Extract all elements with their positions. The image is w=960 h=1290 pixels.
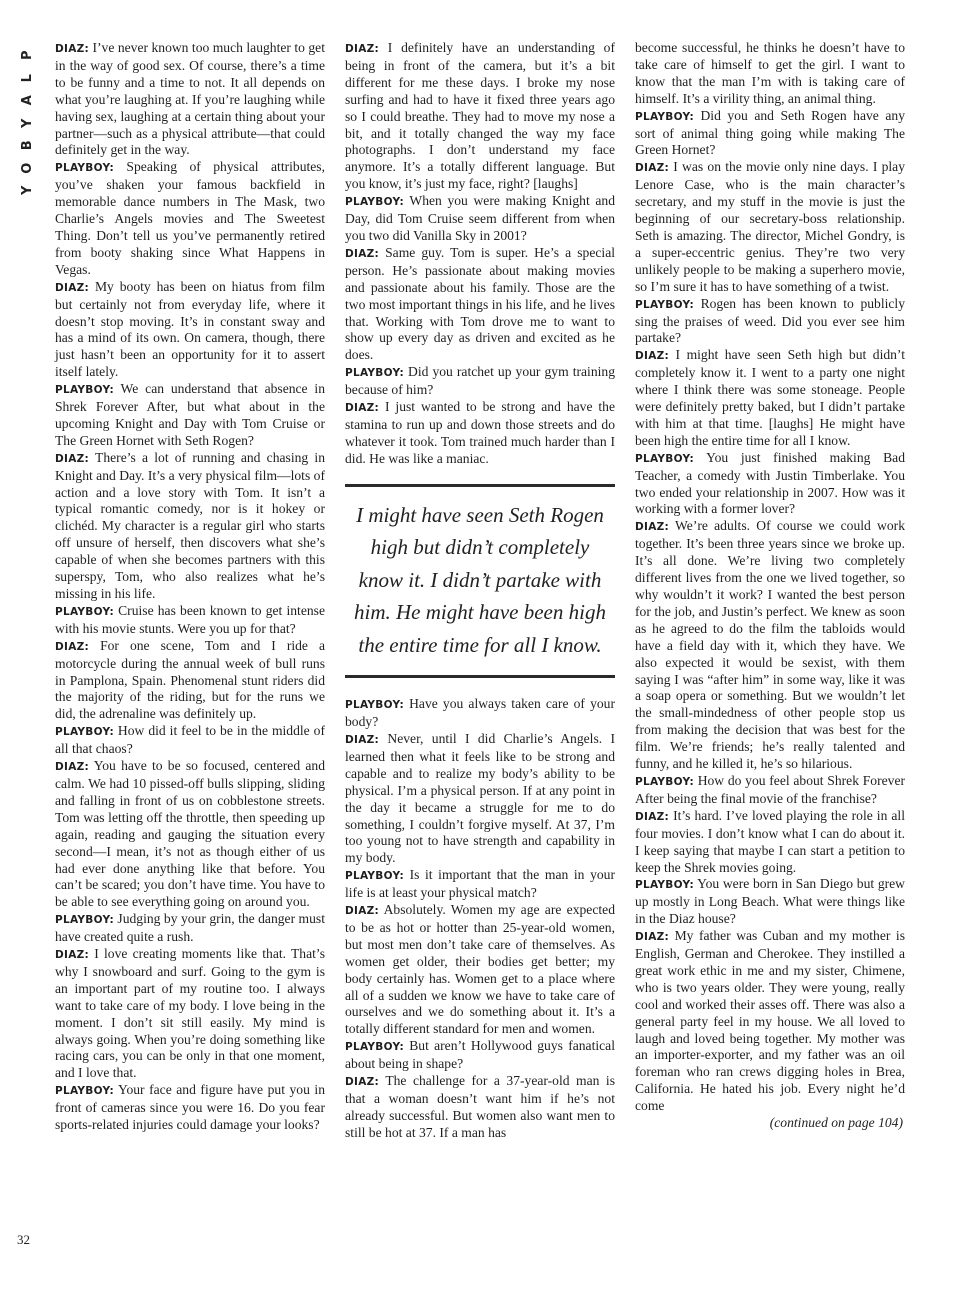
paragraph-text: Did you ratchet up your gym training because of him? bbox=[345, 364, 615, 398]
interview-paragraph bbox=[345, 245, 615, 364]
speaker-label: PLAYBOY: bbox=[55, 1085, 114, 1098]
speaker-label: DIAZ: bbox=[635, 350, 670, 363]
speaker-label: DIAZ: bbox=[55, 43, 90, 55]
interview-paragraph bbox=[55, 381, 325, 450]
interview-paragraph bbox=[635, 876, 905, 928]
speaker-label: DIAZ: bbox=[345, 905, 380, 918]
interview-paragraph bbox=[55, 40, 325, 159]
paragraph-text: Speaking of physical attributes, you’ve shaken your famous backfield in memorable dance numbers in The Mask, two Charlie’s Angels movies and The Sweetest Thing. Don’t tell us you’ve permanently retired from booty shaking since What Happens in Vegas. bbox=[55, 159, 325, 277]
speaker-label: PLAYBOY: bbox=[55, 726, 114, 739]
speaker-label: PLAYBOY: bbox=[55, 162, 114, 175]
speaker-label: DIAZ: bbox=[345, 247, 380, 260]
speaker-label: PLAYBOY: bbox=[345, 1041, 404, 1054]
pull-quote: I might have seen Seth Rogen high but didn’t completely know it. I didn’t partake with him. He might have been high the entire time for all I know. bbox=[345, 484, 615, 679]
paragraph-text: Cruise has been known to get intense with his movie stunts. Were you up for that? bbox=[55, 602, 325, 636]
side-label-letter: Y bbox=[19, 118, 35, 128]
paragraph-text: I love creating moments like that. That’s why I snowboard and surf. Going to the gym is an important part of my routine too. I always want to take care of my body. I love being in the moment. I don’t sit still easily. My mind is always going. When you’re doing something like racing cars, you can be only in that one moment, and I love that. bbox=[55, 946, 325, 1081]
paragraph-text: I definitely have an understanding of being in front of the camera, but it’s a bit different for me these days. I broke my nose surfing and had to have it fixed three years ago so I could breathe. They had to move my nose a bit, and it totally changed the way my face photographs. I don’t understand my face anymore. It’s a totally different language. But you know, it’s just my face, right? [laughs] bbox=[345, 40, 615, 192]
paragraph-text: The challenge for a 37-year-old man is that a woman doesn’t want him if he’s not already successful. But women also want men to still be hot at 37. If a man has bbox=[345, 1073, 615, 1140]
paragraph-text: I was on the movie only nine days. I play Lenore Case, who is the main character’s secretary, and my stuff in the movie is just the beginning of our secretary-boss relationship. Seth is amazing. The director, Michel Gondry, is a super-eccentric genius. They’re two very unlikely people to be making a superhero movie, so I’m sure it has to have something of a twist. bbox=[635, 159, 905, 294]
interview-paragraph bbox=[55, 638, 325, 724]
interview-paragraph bbox=[345, 696, 615, 731]
text-column-1 bbox=[55, 40, 325, 1134]
paragraph-text: Is it important that the man in your life is at least your physical match? bbox=[345, 867, 615, 901]
interview-paragraph bbox=[345, 1073, 615, 1142]
interview-paragraph bbox=[635, 347, 905, 449]
speaker-label: DIAZ: bbox=[55, 452, 90, 465]
paragraph-text: There’s a lot of running and chasing in Knight and Day. It’s a very physical film—lots of action and a love story with Tom. It isn’t a typical romantic comedy, nor is it hokey or clichéd. My character is a regular girl who starts off unsure of herself, then discovers what she’s capable of when she becomes partners with this superspy, Tom, who also realizes what he’s missing in his life. bbox=[55, 449, 325, 601]
paragraph-text: become successful, he thinks he doesn’t have to take care of himself to get the girl. I want to know that the man I’m with is taking care of himself. It’s a virility thing, an animal thing. bbox=[635, 40, 905, 106]
paragraph-text: We’re adults. Of course we could work together. It’s been three years since we broke up. It’s all done. We’re living two completely different lives from the one we lived together, so why wouldn’t it work? I wanted the best person for the job, and Justin’s perfect. We knew as soon as he agreed to do the film the tabloids would have a field day with it, which they have. We also expected it would be sexist, with them saying I was “after him” in some way, like it was a soap opera or something. But we wouldn’t let the small-mindedness of other people stop us from making the decision that was best for the film. We’re friends; he’s really talented and funny, and he killed it, he’s so hilarious. bbox=[635, 518, 905, 772]
speaker-label: PLAYBOY: bbox=[55, 384, 114, 397]
paragraph-text: You just finished making Bad Teacher, a comedy with Justin Timberlake. You two ended your relationship in 2007. How was it working with a former lover? bbox=[635, 449, 905, 517]
interview-paragraph bbox=[345, 1038, 615, 1073]
interview-paragraph bbox=[635, 108, 905, 160]
paragraph-text: Same guy. Tom is super. He’s a special person. He’s passionate about making movies and passionate about his family. Those are the two most important things in his life, and he lives that. Working with Tom drove me to want to show up every day as driven and excited as he does. bbox=[345, 244, 615, 363]
paragraph-text: My father was Cuban and my mother is English, German and Cherokee. They instilled a great work ethic in me and my sister, Chimene, who is two years older. They were young, really cool and worked their asses off. There was also a general party feel in my house. We all loved to laugh and loved being together. My mother was an importer-exporter, and my father was an oil foreman who ran crews digging holes in Brea, California. He hated his job. Every night he’d come bbox=[635, 928, 905, 1114]
interview-paragraph bbox=[345, 40, 615, 193]
paragraph-text: Never, until I did Charlie’s Angels. I learned then what it feels like to be strong and capable and to realize my body’s ability to be physical. I’m a physical person. If at any point in the day it became a struggle for me to do something, I couldn’t forgive myself. At 37, I’m too young not to have strength and capability in my body. bbox=[345, 730, 615, 866]
paragraph-text: You have to be so focused, centered and calm. We had 10 pissed-off bulls slipping, sliding and falling in front of us on cobblestone streets. Tom was letting off the throttle, then speeding up again, reading and gauging the situation every second—I mean, it’s not as though either of us had ever done anything like that before. You can’t be scared; you don’t have time. You have to be able to see everything going on around you. bbox=[55, 758, 325, 910]
paragraph-text: But aren’t Hollywood guys fanatical about being in shape? bbox=[345, 1038, 615, 1072]
interview-paragraph bbox=[635, 159, 905, 295]
magazine-side-label bbox=[21, 44, 35, 202]
side-label-letter: L bbox=[19, 73, 35, 82]
speaker-label: PLAYBOY: bbox=[345, 870, 404, 883]
speaker-label: DIAZ: bbox=[55, 949, 90, 962]
page-number: 32 bbox=[17, 1232, 30, 1247]
speaker-label: DIAZ: bbox=[635, 810, 670, 823]
speaker-label: DIAZ: bbox=[345, 43, 380, 55]
interview-paragraph bbox=[345, 902, 615, 1038]
speaker-label: PLAYBOY: bbox=[345, 699, 404, 712]
speaker-label: PLAYBOY: bbox=[635, 452, 694, 465]
paragraph-text: We can understand that absence in Shrek Forever After, but what about in the upcoming Knight and Day with Tom Cruise or The Green Hornet with Seth Rogen? bbox=[55, 381, 325, 448]
interview-paragraph bbox=[55, 946, 325, 1082]
speaker-label: PLAYBOY: bbox=[635, 879, 694, 892]
interview-paragraph bbox=[635, 928, 905, 1115]
interview-paragraph bbox=[55, 159, 325, 278]
paragraph-text: How do you feel about Shrek Forever After being the final movie of the franchise? bbox=[635, 772, 905, 806]
paragraph-text: Your face and figure have put you in front of cameras since you were 16. Do you fear sports-related injuries could damage your looks? bbox=[55, 1082, 325, 1133]
paragraph-text: Have you always taken care of your body? bbox=[345, 696, 615, 730]
speaker-label: PLAYBOY: bbox=[635, 110, 694, 123]
speaker-label: DIAZ: bbox=[345, 733, 380, 746]
speaker-label: DIAZ: bbox=[55, 281, 90, 294]
paragraph-text: Judging by your grin, the danger must have created quite a rush. bbox=[55, 911, 325, 945]
speaker-label: DIAZ: bbox=[635, 931, 670, 944]
paragraph-text: Did you and Seth Rogen have any sort of animal thing going while making The Green Hornet? bbox=[635, 107, 905, 158]
paragraph-text: You were born in San Diego but grew up mostly in Long Beach. What were things like in the Diaz house? bbox=[635, 876, 905, 927]
interview-paragraph bbox=[55, 279, 325, 381]
interview-paragraph bbox=[345, 731, 615, 867]
side-label-letter: A bbox=[19, 95, 35, 106]
interview-paragraph bbox=[55, 758, 325, 911]
speaker-label: PLAYBOY: bbox=[635, 775, 694, 788]
interview-paragraph bbox=[635, 808, 905, 877]
interview-paragraph bbox=[55, 723, 325, 758]
speaker-label: DIAZ: bbox=[635, 521, 670, 534]
speaker-label: PLAYBOY: bbox=[635, 298, 694, 311]
interview-paragraph bbox=[635, 40, 905, 108]
paragraph-text: My booty has been on hiatus from film but certainly not from everyday life, where it doesn’t stop moving. It’s in constant sway and has a mind of its own. On camera, though, there just hasn’t been an opportunity for it to assert itself lately. bbox=[55, 278, 325, 380]
paragraph-text: I might have seen Seth high but didn’t completely know it. I went to a party one night where I think there was some stoneage. People were definitely pretty baked, but I didn’t partake with him at that time. [laughs] He might have been high the entire time for all I know. bbox=[635, 347, 905, 448]
interview-paragraph bbox=[635, 518, 905, 773]
interview-paragraph bbox=[635, 450, 905, 519]
interview-paragraph bbox=[55, 1082, 325, 1134]
paragraph-text: When you were making Knight and Day, did Tom Cruise seem different from when you two did Vanilla Sky in 2001? bbox=[345, 193, 615, 243]
speaker-label: DIAZ: bbox=[55, 640, 90, 653]
paragraph-text: It’s hard. I’ve loved playing the role in all four movies. I don’t know what I can do about it. I keep saying that maybe I can start a petition to keep the Shrek movies going. bbox=[635, 807, 905, 875]
side-label-letter: O bbox=[19, 162, 35, 174]
interview-paragraph bbox=[635, 296, 905, 348]
speaker-label: PLAYBOY: bbox=[55, 605, 114, 618]
interview-paragraph bbox=[345, 867, 615, 902]
side-label-letter: B bbox=[19, 140, 35, 151]
interview-paragraph bbox=[55, 450, 325, 603]
text-column-3 bbox=[635, 40, 905, 1132]
paragraph-text: Absolutely. Women my age are expected to be as hot or hotter than 25-year-old women, but most men don’t take care of themselves. As women get older, their bodies get better; my body certainly has. Women get to a place where all of a sudden we know we have to take care of ourselves and we do something about it. It’s a totally different standard for men and women. bbox=[345, 902, 615, 1037]
interview-paragraph bbox=[55, 911, 325, 946]
speaker-label: DIAZ: bbox=[345, 402, 380, 415]
continued-note: (continued on page 104) bbox=[769, 1115, 903, 1131]
interview-paragraph bbox=[345, 193, 615, 245]
paragraph-text: I just wanted to be strong and have the stamina to run up and down those streets and do whatever it took. Tom trained much harder than I did. He was like a maniac. bbox=[345, 399, 615, 466]
speaker-label: DIAZ: bbox=[55, 761, 90, 774]
paragraph-text: How did it feel to be in the middle of all that chaos? bbox=[55, 723, 325, 757]
speaker-label: PLAYBOY: bbox=[345, 367, 404, 380]
side-label-letter: Y bbox=[19, 185, 35, 195]
paragraph-text: I’ve never known too much laughter to get in the way of good sex. Of course, there’s a time to be funny and a time to not. It all depends on what you’re laughing at. If you’re laughing while having sex, laughing at a certain thing about your partner—such as a physical attribute—that could definitely get in the way. bbox=[55, 40, 325, 158]
side-label-letter: P bbox=[19, 50, 35, 61]
text-column-2 bbox=[345, 40, 615, 1142]
speaker-label: DIAZ: bbox=[345, 1076, 380, 1089]
speaker-label: PLAYBOY: bbox=[55, 914, 114, 927]
speaker-label: DIAZ: bbox=[635, 162, 670, 175]
interview-paragraph bbox=[345, 399, 615, 468]
interview-paragraph bbox=[345, 364, 615, 399]
interview-paragraph bbox=[55, 603, 325, 638]
paragraph-text: For one scene, Tom and I ride a motorcycle during the annual week of bull runs in Pamplona, Spain. Phenomenal stunt riders did the majority of the riding, but for the runs we did, the adrenaline was definitely up. bbox=[55, 637, 325, 722]
interview-paragraph bbox=[635, 773, 905, 808]
speaker-label: PLAYBOY: bbox=[345, 196, 404, 209]
paragraph-text: Rogen has been known to publicly sing the praises of weed. Did you ever see him partake? bbox=[635, 295, 905, 346]
